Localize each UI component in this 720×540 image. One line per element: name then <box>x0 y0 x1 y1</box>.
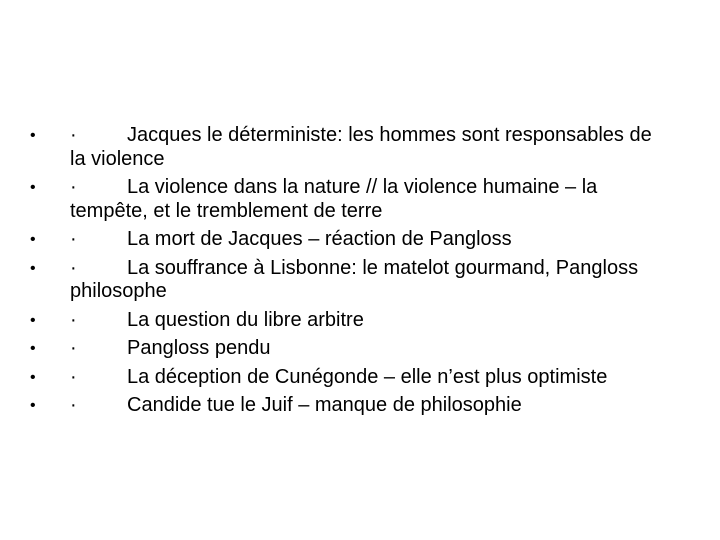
bullet-icon: • <box>30 259 36 277</box>
bullet-icon: • <box>30 397 36 414</box>
list-item <box>30 394 670 418</box>
bullet-icon: • <box>30 127 36 144</box>
sub-marker: · <box>70 365 77 388</box>
sub-marker: · <box>70 337 77 359</box>
sub-marker: · <box>70 124 77 146</box>
list-item <box>30 366 670 390</box>
bullet-icon: • <box>30 179 36 196</box>
list-item-text: Candide tue le Juif – manque de philosophie <box>127 394 522 416</box>
list-item-text: La déception de Cunégonde – elle n’est plus optimiste <box>127 365 608 388</box>
list-item-text: La violence dans la nature // la violence humaine – la tempête, et le tremblement de terre <box>70 176 598 222</box>
bullet-icon: • <box>30 231 36 248</box>
list-item-text: Jacques le déterministe: les hommes sont responsables de la violence <box>70 124 652 170</box>
list-item <box>30 309 670 333</box>
bullet-list <box>30 124 670 423</box>
list-item-text: Pangloss pendu <box>127 337 271 359</box>
bullet-icon: • <box>30 368 36 386</box>
sub-marker: · <box>70 308 77 331</box>
list-item <box>30 337 670 361</box>
list-item <box>30 124 670 171</box>
list-item-text: La question du libre arbitre <box>127 308 364 331</box>
bullet-icon: • <box>30 340 36 357</box>
list-item <box>30 228 670 252</box>
sub-marker: · <box>70 256 77 279</box>
sub-marker: · <box>70 228 77 250</box>
list-item-text: La mort de Jacques – réaction de Pangloss <box>127 228 512 250</box>
list-item <box>30 176 670 223</box>
sub-marker: · <box>70 176 77 198</box>
sub-marker: · <box>70 394 77 416</box>
list-item <box>30 257 670 304</box>
list-item-text: La souffrance à Lisbonne: le matelot gourmand, Pangloss philosophe <box>70 256 639 302</box>
bullet-icon: • <box>30 311 36 329</box>
